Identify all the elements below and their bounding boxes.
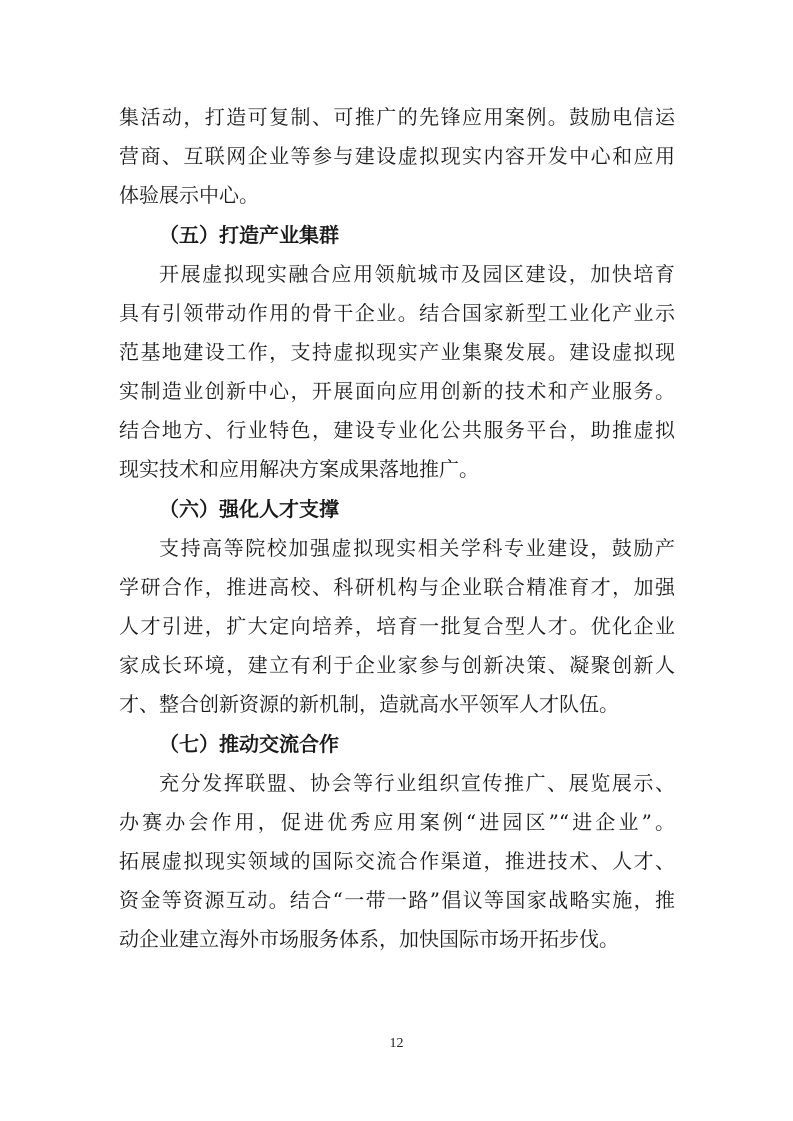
section-heading-5: （五）打造产业集群 [159,223,339,247]
text-line: 充分发挥联盟、协会等行业组织宣传推广、展览展示、 [159,771,675,795]
text-line: 资金等资源互动。结合“一带一路”倡议等国家战略实施，推 [119,888,675,912]
text-line: 具有引领带动作用的骨干企业。结合国家新型工业化产业示 [119,301,675,325]
section-heading-7: （七）推动交流合作 [159,732,339,756]
text-line: 人才引进，扩大定向培养，培育一批复合型人才。优化企业 [119,614,675,638]
page-number: 12 [389,1036,404,1051]
text-line: 家成长环境，建立有利于企业家参与创新决策、凝聚创新人 [119,653,675,677]
text-line: 支持高等院校加强虚拟现实相关学科专业建设，鼓励产 [159,536,675,560]
text-line: 动企业建立海外市场服务体系，加快国际市场开拓步伐。 [119,927,619,951]
paragraph-exchange-cooperation [119,764,675,959]
text-line: 才、整合创新资源的新机制，造就高水平领军人才队伍。 [119,692,619,716]
paragraph-talent-support [119,529,675,724]
text-line: 现实技术和应用解决方案成果落地推广。 [119,457,479,481]
text-line: 办赛办会作用，促进优秀应用案例“进园区”“进企业”。 [119,810,675,834]
document-body [119,98,675,959]
section-heading-6: （六）强化人才支撑 [159,497,339,521]
text-line: 范基地建设工作，支持虚拟现实产业集聚发展。建设虚拟现 [119,340,675,364]
text-line: 结合地方、行业特色，建设专业化公共服务平台，助推虚拟 [119,418,675,442]
text-line: 学研合作，推进高校、科研机构与企业联合精准育才，加强 [119,575,675,599]
text-line: 拓展虚拟现实领域的国际交流合作渠道，推进技术、人才、 [119,849,675,873]
text-line: 实制造业创新中心，开展面向应用创新的技术和产业服务。 [119,379,675,403]
text-line: 体验展示中心。 [119,183,259,207]
text-line: 营商、互联网企业等参与建设虚拟现实内容开发中心和应用 [119,144,675,168]
text-line: 开展虚拟现实融合应用领航城市及园区建设，加快培育 [159,262,675,286]
paragraph-continuation [119,98,675,215]
text-line: 集活动，打造可复制、可推广的先锋应用案例。鼓励电信运 [119,105,675,129]
paragraph-industry-cluster [119,255,675,489]
